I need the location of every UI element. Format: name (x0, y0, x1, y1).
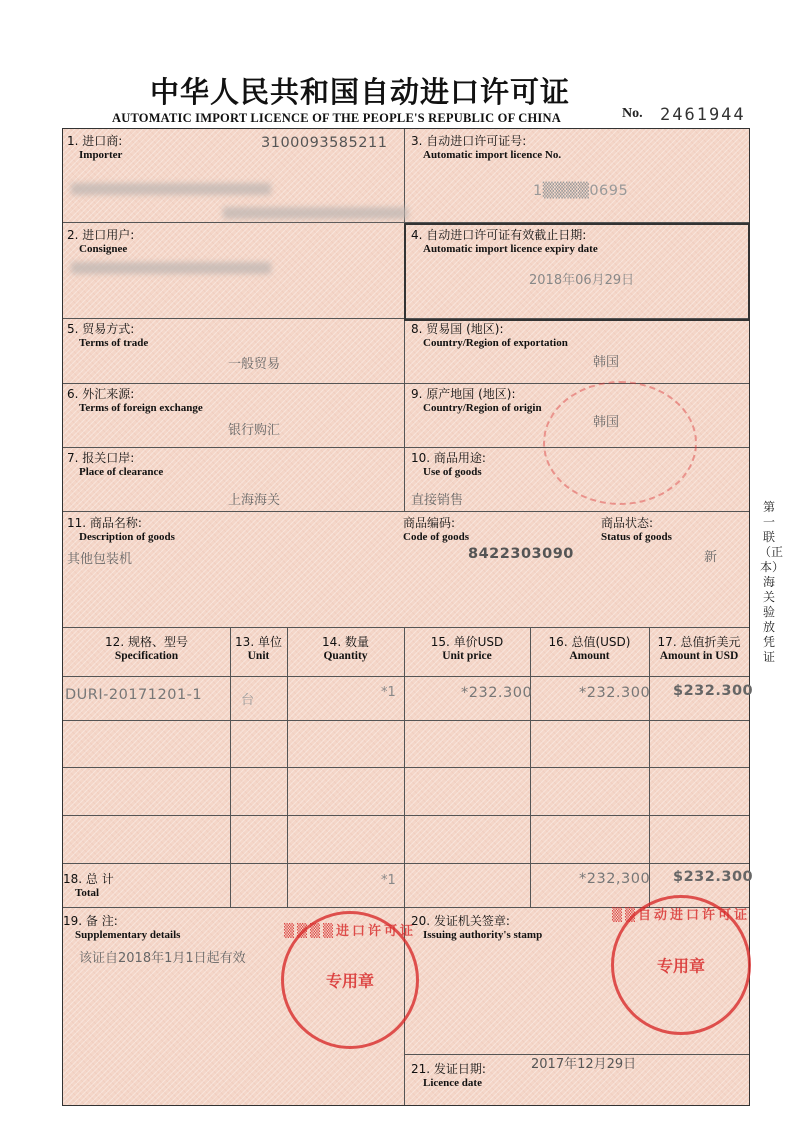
total-quantity: *1 (381, 873, 396, 888)
trade-terms-label: 5. 贸易方式: Terms of trade (67, 322, 149, 349)
goods-code-value: 8422303090 (468, 546, 574, 562)
official-seal-icon: ▒▒▒▒进口许可证 专用章 (281, 911, 419, 1049)
divider (404, 627, 405, 907)
expiry-value: 2018年06月29日 (529, 273, 635, 288)
row-amount-usd: $232.300 (673, 683, 754, 699)
redacted-importer-name (71, 183, 271, 195)
divider (63, 676, 749, 677)
col-header-unit: 13. 单位 Unit (235, 635, 282, 662)
col-header-amount: 16. 总值(USD) Amount (548, 635, 631, 662)
trade-terms-value: 一般贸易 (228, 357, 281, 372)
use-of-goods-value: 直接销售 (411, 493, 464, 508)
goods-desc-label: 11. 商品名称: Description of goods (67, 516, 175, 543)
redacted-importer-name (223, 207, 408, 219)
foreign-exchange-label: 6. 外汇来源: Terms of foreign exchange (67, 387, 203, 414)
use-of-goods-label: 10. 商品用途: Use of goods (411, 451, 486, 478)
row-quantity: *1 (381, 685, 396, 700)
export-region-label: 8. 贸易国 (地区): Country/Region of exportation (411, 322, 568, 349)
foreign-exchange-value: 银行购汇 (228, 423, 281, 438)
total-amount: *232,300 (579, 871, 651, 887)
origin-region-label: 9. 原产地国 (地区): Country/Region of origin (411, 387, 542, 414)
expiry-label: 4. 自动进口许可证有效截止日期: Automatic import licence expiry date (411, 228, 598, 255)
col-header-quantity: 14. 数量 Quantity (322, 635, 369, 662)
row-spec: DURI-20171201-1 (65, 687, 203, 703)
issue-date-value: 2017年12月29日 (531, 1057, 637, 1072)
clearance-label: 7. 报关口岸: Place of clearance (67, 451, 164, 478)
title-zh: 中华人民共和国自动进口许可证 (149, 75, 570, 109)
redacted-consignee-name (71, 262, 271, 274)
faint-seal-icon (543, 381, 697, 505)
issue-date-label: 21. 发证日期: Licence date (411, 1062, 486, 1089)
official-seal-icon: ▒▒自动进口许可证 专用章 (611, 895, 751, 1035)
divider (63, 863, 749, 864)
goods-desc-value: 其他包装机 (67, 552, 133, 567)
consignee-label: 2. 进口用户: Consignee (67, 228, 135, 255)
title-en: AUTOMATIC IMPORT LICENCE OF THE PEOPLE'S REPUBLIC OF CHINA (112, 111, 561, 125)
copy-side-text: 第一联（正本）海关验放凭证 (759, 500, 784, 664)
goods-status-value: 新 (704, 550, 718, 565)
divider (63, 767, 749, 768)
divider (63, 720, 749, 721)
importer-label: 1. 进口商: Importer (67, 134, 123, 161)
goods-code-label: 商品编码: Code of goods (403, 516, 470, 543)
clearance-value: 上海海关 (228, 493, 281, 508)
row-amount: *232.300 (579, 685, 651, 701)
col-header-amount-usd: 17. 总值折美元 Amount in USD (657, 635, 741, 662)
divider (63, 815, 749, 816)
export-region-value: 韩国 (593, 355, 620, 370)
divider (530, 627, 531, 907)
importer-code: 3100093585211 (261, 135, 388, 151)
divider (287, 627, 288, 907)
notes-label: 19. 备 注: Supplementary details (63, 914, 181, 941)
licence-form (62, 128, 754, 1106)
row-unit: 台 (241, 693, 255, 708)
total-amount-usd: $232.300 (673, 869, 754, 885)
licence-number-label: No. (622, 106, 643, 121)
stamp-label: 20. 发证机关签章: Issuing authority's stamp (411, 914, 543, 941)
col-header-spec: 12. 规格、型号 Specification (105, 635, 188, 662)
licence-no-value: 1▒▒▒▒0695 (533, 183, 629, 199)
col-header-unit-price: 15. 单价USD Unit price (430, 635, 504, 662)
divider (230, 627, 231, 907)
goods-status-label: 商品状态: Status of goods (601, 516, 672, 543)
divider (63, 511, 749, 512)
divider (649, 627, 650, 907)
divider (63, 627, 749, 628)
licence-number-value: 2461944 (660, 105, 746, 125)
total-label: 18. 总 计 Total (63, 872, 114, 899)
origin-region-value: 韩国 (593, 415, 620, 430)
licence-no-label: 3. 自动进口许可证号: Automatic import licence No. (411, 134, 562, 161)
row-unit-price: *232.300 (461, 685, 533, 701)
notes-value: 该证自2018年1月1日起有效 (79, 951, 246, 966)
